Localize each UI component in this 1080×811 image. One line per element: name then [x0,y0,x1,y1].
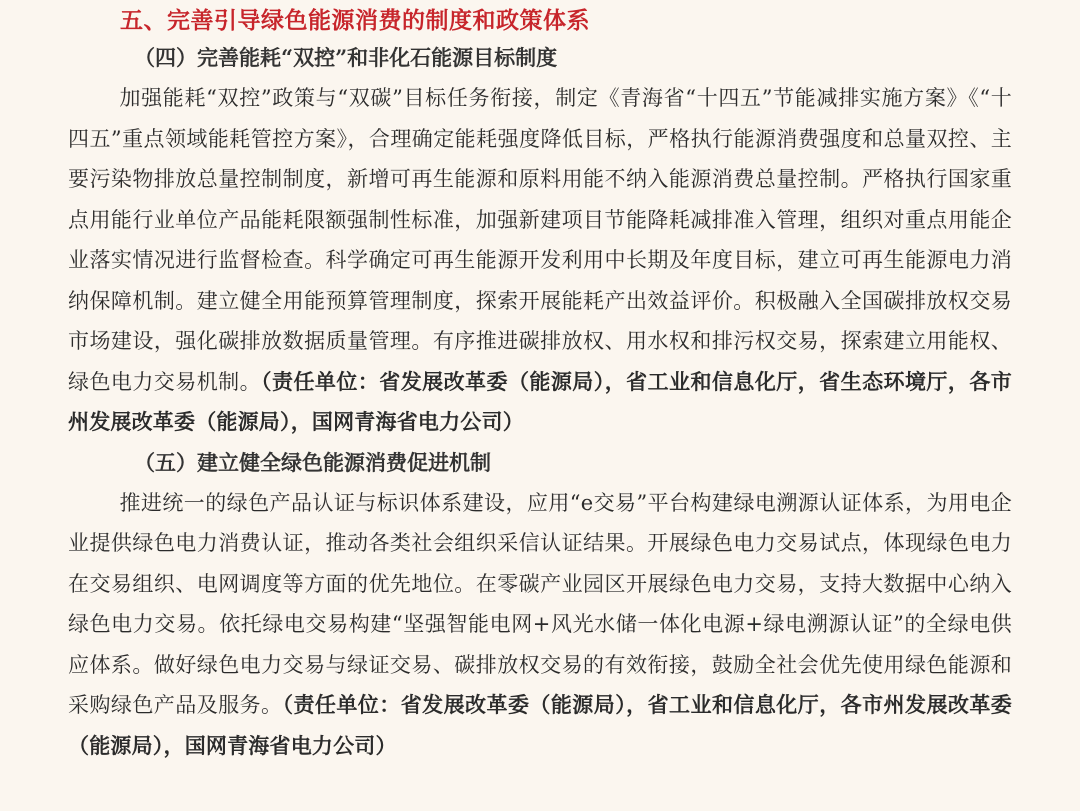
subsection-heading-5: （五）建立健全绿色能源消费促进机制 [134,449,491,475]
section-title: 五、完善引导绿色能源消费的制度和政策体系 [120,7,590,34]
paragraph-text: 推进统一的绿色产品认证与标识体系建设，应用“e交易”平台构建绿电溯源认证体系，为用电企业提供绿色电力消费认证，推动各类社会组织采信认证结果。开展绿色电力交易试点，体现绿色电力在交易组织、电网调度等方面的优先地位。在零碳产业园区开展绿色电力交易，支持大数据中心纳入绿色电力交易。依托绿电交易构建“坚强智能电网+风光水储一体化电源+绿电溯源认证”的全绿电供应体系。做好绿色电力交易与绿证交易、碳排放权交易的有效衔接，鼓励全社会优先使用绿色能源和采购绿色产品及服务。 [68,490,1012,717]
subsection-paragraph-5 [68,483,1012,767]
subsection-heading-4: （四）完善能耗“双控”和非化石能源目标制度 [134,45,558,70]
responsibility-note: （责任单位：省发展改革委（能源局），省工业和信息化厅，省生态环境厅，各市州发展改革委（能源局），国网青海省电力公司） [68,368,1012,434]
subsection-paragraph-4 [68,78,1012,443]
responsibility-note: （责任单位：省发展改革委（能源局），省工业和信息化厅，各市州发展改革委（能源局），国网青海省电力公司） [68,692,1012,758]
paragraph-text: 加强能耗“双控”政策与“双碳”目标任务衔接，制定《青海省“十四五”节能减排实施方案》《“十四五”重点领域能耗管控方案》，合理确定能耗强度降低目标，严格执行能源消费强度和总量双控、主要污染物排放总量控制制度，新增可再生能源和原料用能不纳入能源消费总量控制。严格执行国家重点用能行业单位产品能耗限额强制性标准，加强新建项目节能降耗减排准入管理，组织对重点用能企业落实情况进行监督检查。科学确定可再生能源开发利用中长期及年度目标，建立可再生能源电力消纳保障机制。建立健全用能预算管理制度，探索开展能耗产出效益评价。积极融入全国碳排放权交易市场建设，强化碳排放数据质量管理。有序推进碳排放权、用水权和排污权交易，探索建立用能权、绿色电力交易机制。 [68,86,1012,394]
